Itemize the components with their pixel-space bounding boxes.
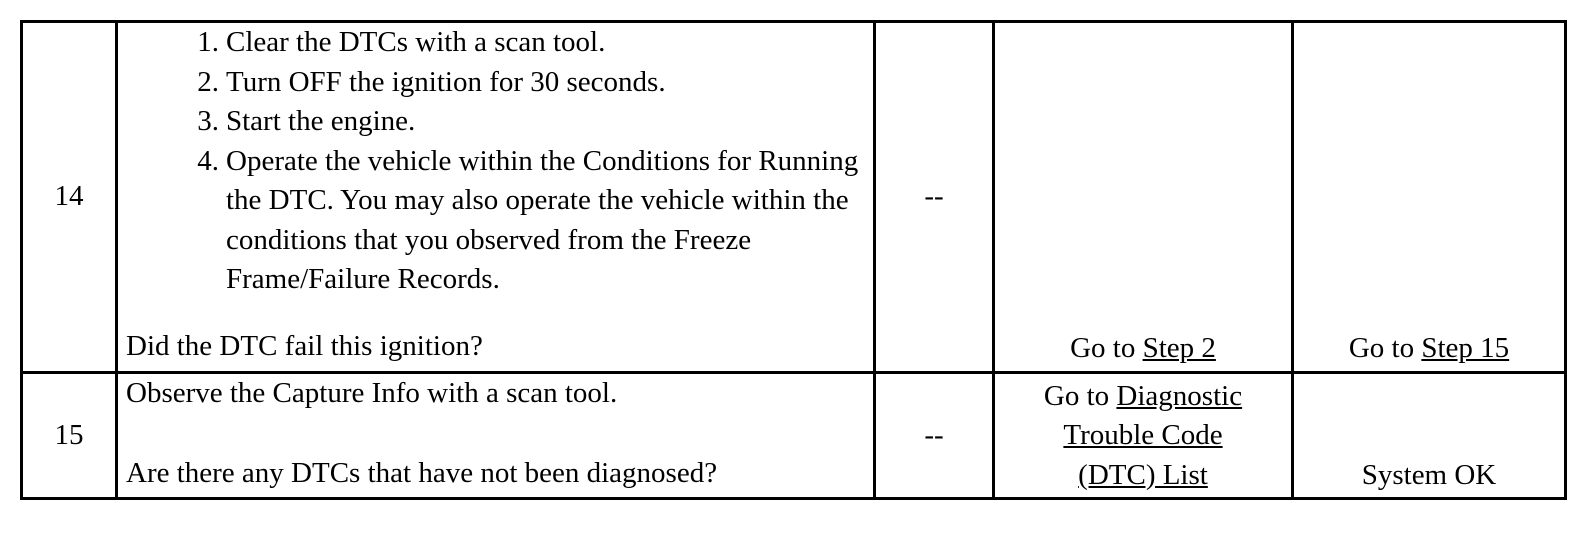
list-item: 2. Turn OFF the ignition for 30 seconds.	[197, 65, 666, 98]
step-question: Are there any DTCs that have not been diagnosed?	[126, 456, 718, 489]
dtc-list-link[interactable]: (DTC) List	[1078, 458, 1208, 491]
action-list	[126, 23, 869, 300]
step-2-link[interactable]: Step 2	[1142, 332, 1216, 365]
step-action: Observe the Capture Info with a scan tool.	[126, 376, 618, 409]
step-number: 15	[22, 372, 117, 498]
action-cell	[117, 22, 875, 373]
yes-cell: Go to Step 2	[994, 22, 1293, 373]
step-question: Did the DTC fail this ignition?	[126, 330, 483, 363]
step-15-link[interactable]: Step 15	[1421, 332, 1510, 365]
yes-cell: Go to Diagnostic Trouble Code (DTC) List	[994, 372, 1293, 498]
action-cell	[117, 372, 875, 498]
table-row	[22, 22, 1566, 373]
value-cell: --	[875, 22, 994, 373]
value-cell: --	[875, 372, 994, 498]
list-item: 1. Clear the DTCs with a scan tool.	[197, 26, 606, 58]
table-row	[22, 372, 1566, 498]
step-number: 14	[22, 22, 117, 373]
dtc-list-link[interactable]: Diagnostic	[1116, 379, 1243, 412]
no-cell: Go to Step 15	[1293, 22, 1566, 373]
list-item: 4. Operate the vehicle within the Conditions for Running the DTC. You may also operate the vehicle within the conditions that you observed from the Freeze Frame/Failure Records.	[197, 144, 859, 295]
list-item: 3. Start the engine.	[197, 105, 416, 137]
dtc-list-link[interactable]: Trouble Code	[1063, 419, 1223, 451]
no-cell: System OK	[1293, 372, 1566, 498]
diagnostic-steps-table	[20, 20, 1567, 500]
